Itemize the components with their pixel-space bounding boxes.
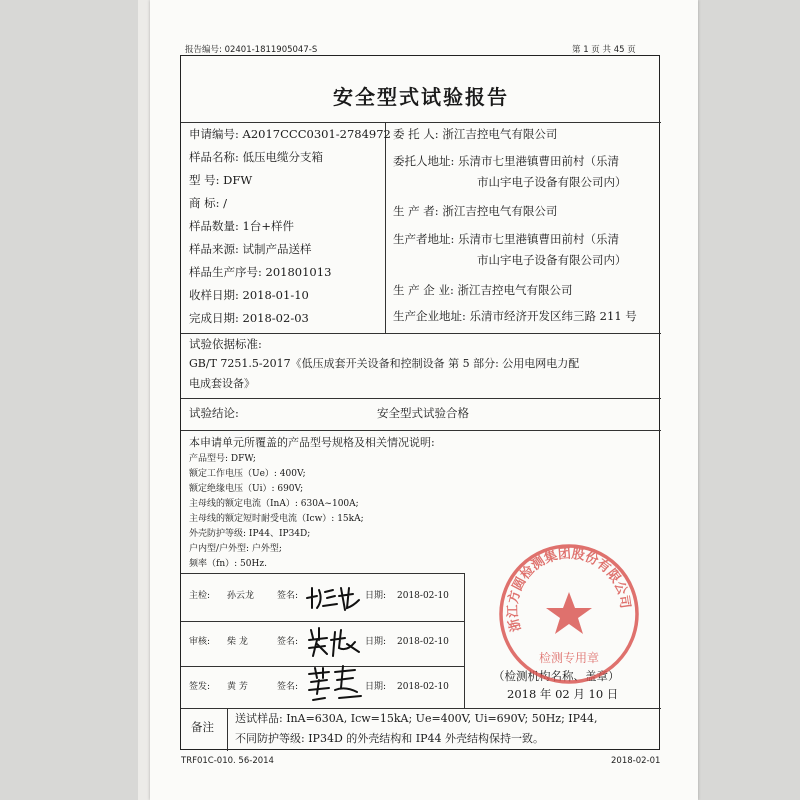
producer-address: 生产者地址: 乐清市七里港镇曹田前村（乐清: [393, 232, 620, 246]
coverage-item: 额定工作电压（Ue）: 400V;: [189, 469, 306, 479]
producer-address-cont: 市山宇电子设备有限公司内）: [477, 253, 627, 267]
coverage-item: 主母线的额定电流（InA）: 630A~100A;: [189, 499, 359, 509]
inspector-date: 2018-02-10: [397, 591, 449, 601]
issuer-sign-label: 签名:: [277, 682, 299, 692]
remarks-label: 备注: [191, 720, 214, 734]
divider-info: [181, 333, 661, 334]
coverage-item: 户内型/户外型: 户外型;: [189, 544, 282, 554]
trademark: 商 标: /: [189, 196, 228, 210]
remarks-text: 送试样品: InA=630A, Icw=15kA; Ue=400V, Ui=690V; 50Hz; IP44,: [235, 712, 598, 725]
inspector-date-label: 日期:: [365, 591, 387, 601]
applicant-address-cont: 市山宇电子设备有限公司内）: [477, 175, 627, 189]
conclusion-label: 试验结论:: [189, 406, 239, 420]
application-number: 申请编号: A2017CCC0301-2784972: [189, 127, 391, 141]
divider-title: [181, 122, 661, 123]
issuer-date-label: 日期:: [365, 682, 387, 692]
manufacturer: 生 产 企 业: 浙江吉控电气有限公司: [393, 283, 573, 297]
divider-standard: [181, 398, 661, 399]
applicant-address: 委托人地址: 乐清市七里港镇曹田前村（乐清: [393, 154, 620, 168]
coverage-item: 频率（fn）: 50Hz.: [189, 559, 267, 569]
seal-ring-text: 浙江方圆检测集团股份有限公司: [505, 546, 633, 634]
issuer-role: 签发:: [189, 682, 211, 692]
sample-serial: 样品生产序号: 201801013: [189, 265, 332, 279]
issuer-handwritten-signature: [305, 664, 367, 706]
coverage-heading: 本申请单元所覆盖的产品型号规格及相关情况说明:: [189, 436, 435, 449]
footer-date: 2018-02-01: [611, 756, 661, 766]
reviewer-date: 2018-02-10: [397, 637, 449, 647]
remarks-text-cont: 不同防护等级: IP34D 的外壳结构和 IP44 外壳结构保持一致。: [235, 732, 544, 745]
coverage-item: 额定绝缘电压（Ui）: 690V;: [189, 484, 304, 494]
manufacturer-address: 生产企业地址: 乐清市经济开发区纬三路 211 号: [393, 309, 637, 323]
reviewer-date-label: 日期:: [365, 637, 387, 647]
completed-date: 完成日期: 2018-02-03: [189, 311, 309, 325]
page-indicator: 第 1 页 共 45 页: [572, 45, 636, 55]
divider-coverage: [181, 573, 464, 574]
producer: 生 产 者: 浙江吉控电气有限公司: [393, 204, 558, 218]
paper-shadow-edge: [138, 0, 150, 800]
coverage-item: 外壳防护等级: IP44、IP34D;: [189, 529, 311, 539]
stamp-date: 2018 年 02 月 10 日: [507, 687, 619, 701]
inspector-sign-label: 签名:: [277, 591, 299, 601]
divider-info-columns: [385, 122, 386, 333]
coverage-item: 主母线的额定短时耐受电流（Icw）: 15kA;: [189, 514, 364, 524]
issuer-name: 黄 芳: [227, 682, 248, 692]
sample-name: 样品名称: 低压电缆分支箱: [189, 150, 324, 164]
coverage-item: 产品型号: DFW;: [189, 454, 256, 464]
stamp-note: （检测机构名称、盖章）: [493, 669, 620, 683]
sample-model: 型 号: DFW: [189, 173, 253, 187]
standard-label: 试验依据标准:: [189, 337, 262, 351]
standard-text: GB/T 7251.5-2017《低压成套开关设备和控制设备 第 5 部分: 公用电网电力配: [189, 357, 580, 370]
reviewer-role: 审核:: [189, 637, 211, 647]
inspector-handwritten-signature: [303, 578, 365, 612]
form-number: TRF01C-010. 56-2014: [181, 756, 274, 766]
report-title: 安全型式试验报告: [333, 85, 509, 109]
report-number: 报告编号: 02401-1811905047-S: [185, 45, 318, 55]
sample-quantity: 样品数量: 1台+样件: [189, 219, 294, 233]
divider-remarks-label: [227, 708, 228, 751]
reviewer-sign-label: 签名:: [277, 637, 299, 647]
conclusion-value: 安全型式试验合格: [377, 406, 469, 420]
received-date: 收样日期: 2018-01-10: [189, 288, 309, 302]
reviewer-handwritten-signature: [305, 622, 367, 660]
sample-source: 样品来源: 试制产品送样: [189, 242, 312, 256]
applicant: 委 托 人: 浙江吉控电气有限公司: [393, 127, 558, 141]
divider-sign-column: [464, 573, 465, 708]
inspector-name: 孙云龙: [227, 591, 255, 601]
divider-conclusion: [181, 430, 661, 431]
issuer-date: 2018-02-10: [397, 682, 449, 692]
seal-center-text: 检测专用章: [538, 651, 600, 665]
official-seal: [495, 540, 643, 688]
inspector-role: 主检:: [189, 591, 211, 601]
standard-text-cont: 电成套设备》: [189, 377, 255, 390]
reviewer-name: 柴 龙: [227, 637, 248, 647]
divider-remarks: [181, 708, 661, 709]
